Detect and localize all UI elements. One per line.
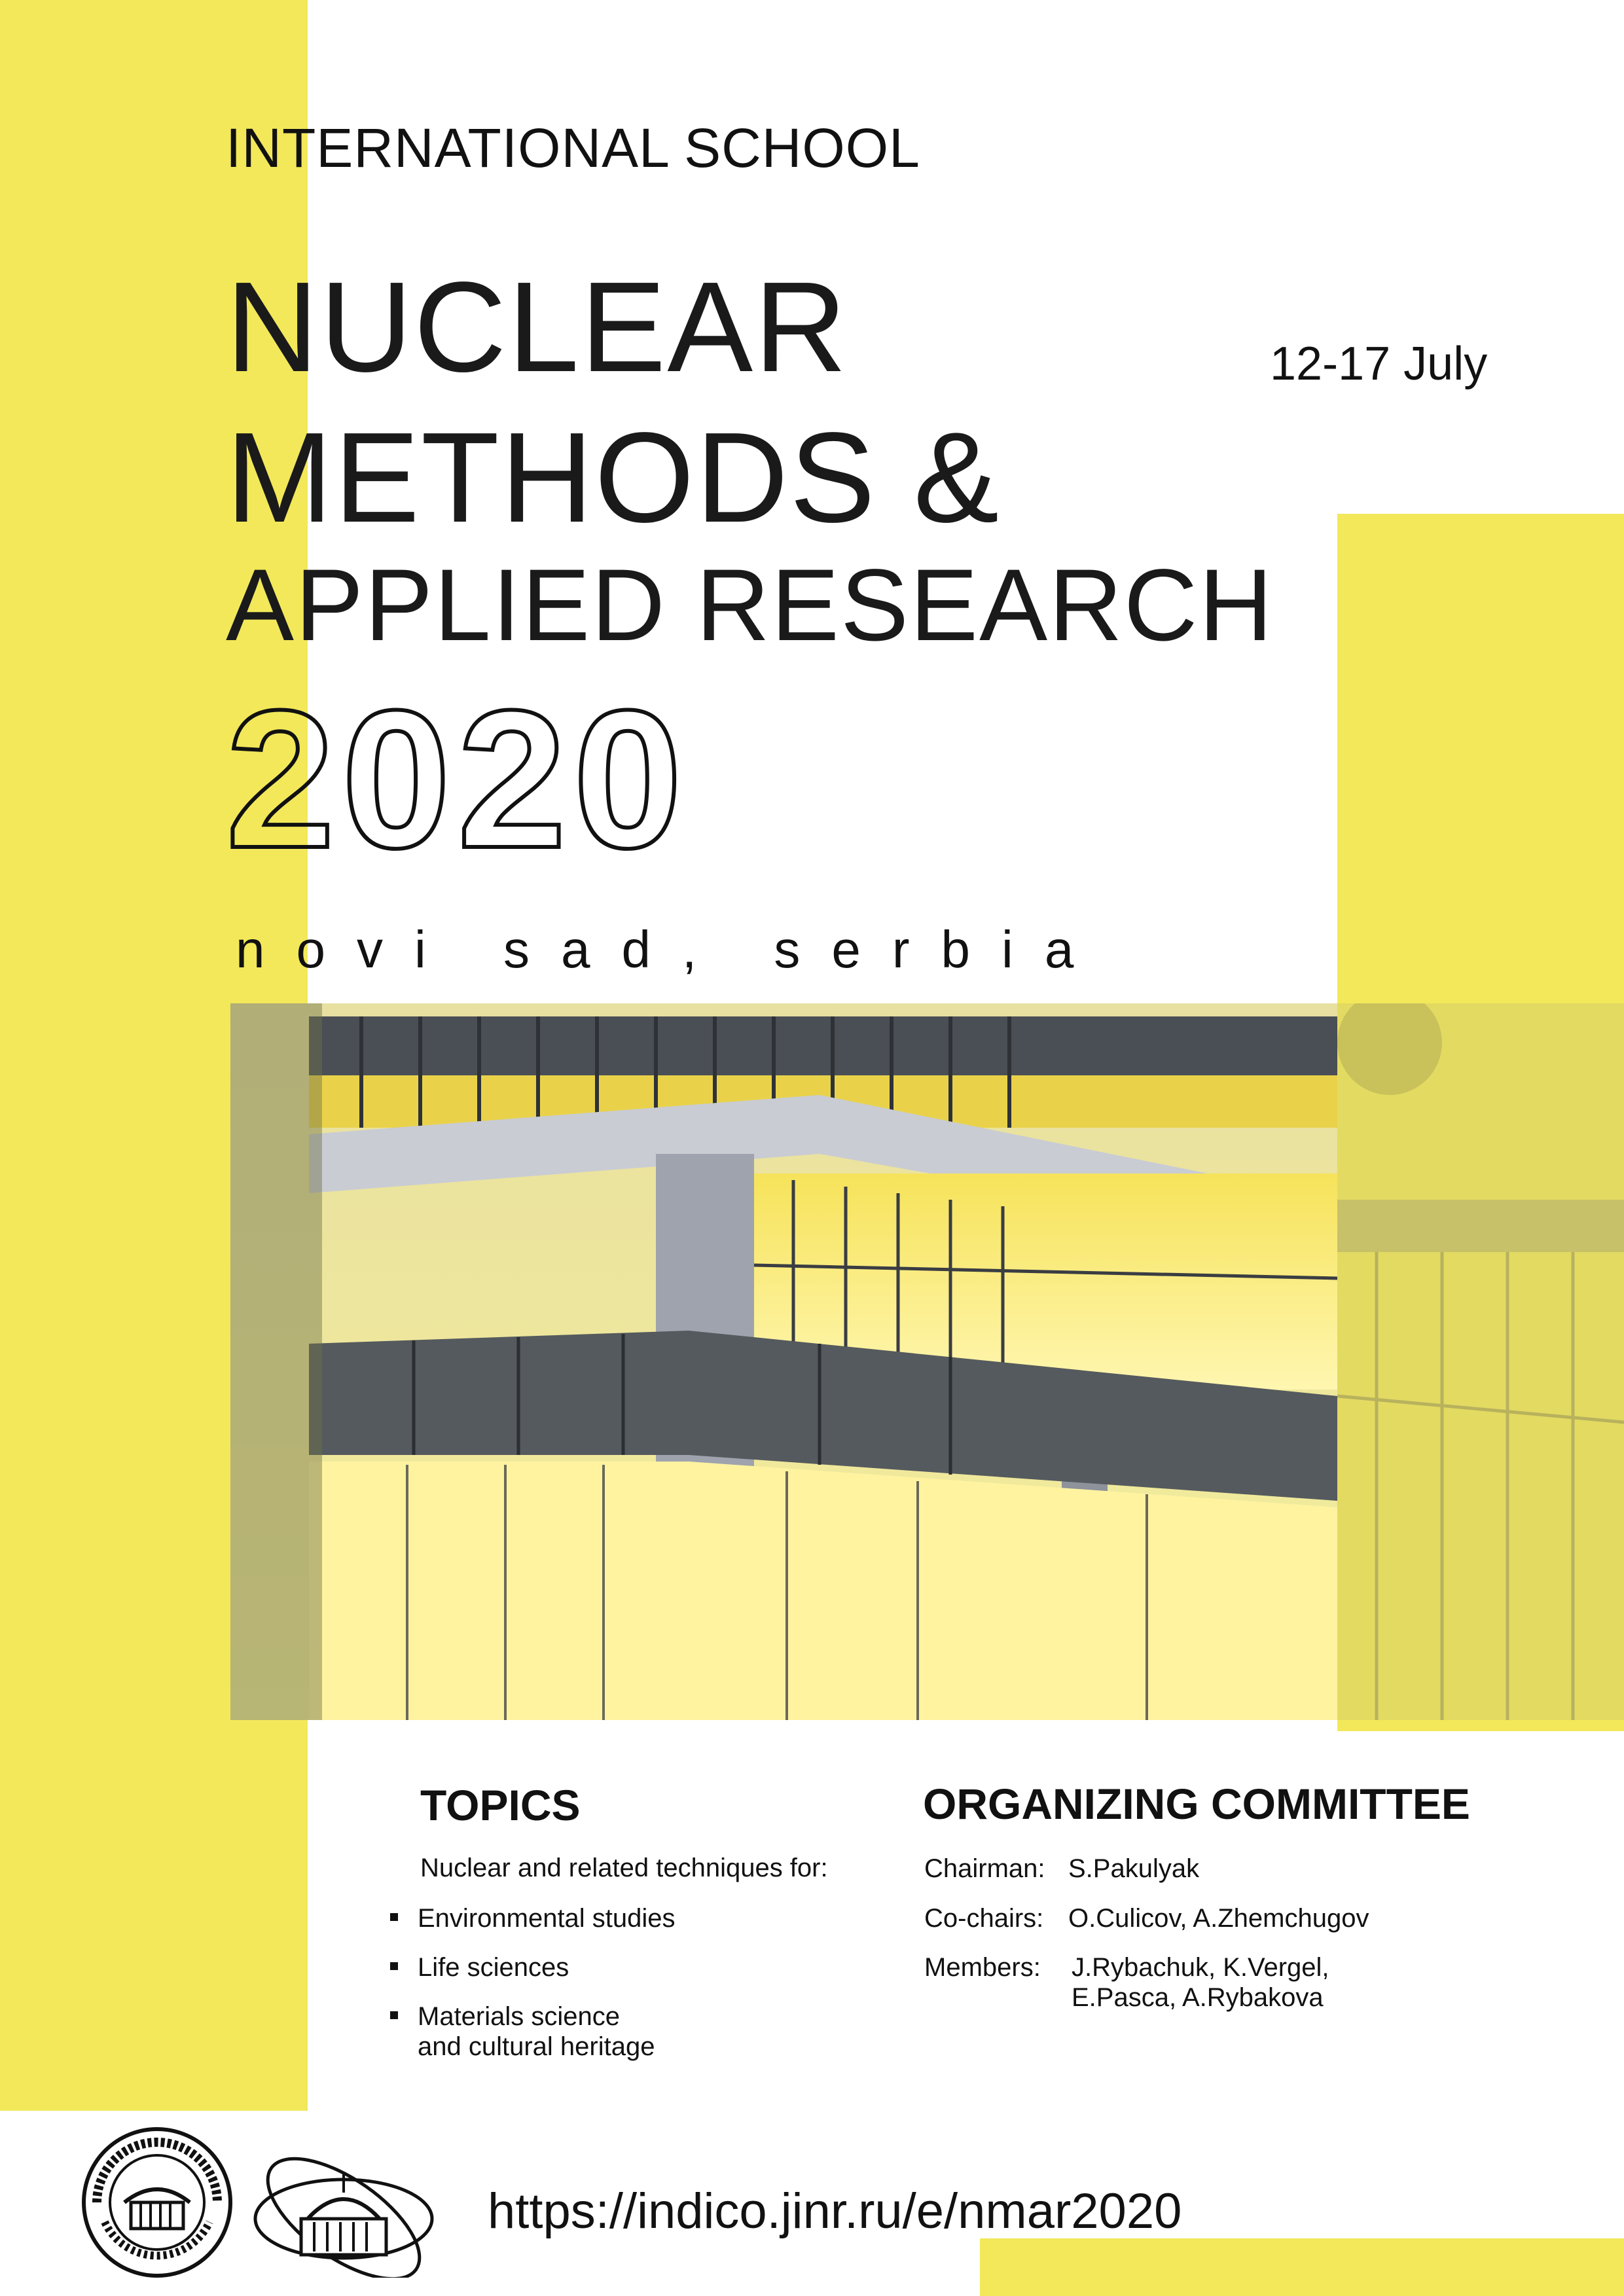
topic-text: Life sciences	[418, 1953, 569, 1982]
committee-role: Co-chairs:	[924, 1904, 1044, 1933]
event-year: 2020	[226, 669, 689, 889]
event-location: novi sad, serbia	[236, 920, 1106, 978]
building-photo-extension	[1337, 1003, 1624, 1720]
topic-item	[390, 1952, 569, 1982]
committee-heading: ORGANIZING COMMITTEE	[923, 1780, 1470, 1828]
school-label: INTERNATIONAL SCHOOL	[226, 117, 920, 179]
committee-row	[924, 1952, 1329, 2013]
topic-text: Environmental studies	[418, 1904, 676, 1933]
event-url-link[interactable]: https://indico.jinr.ru/e/nmar2020	[488, 2183, 1182, 2239]
committee-row	[924, 1854, 1199, 1884]
title-line-3: APPLIED RESEARCH	[226, 548, 1274, 662]
committee-names: O.Culicov, A.Zhemchugov	[1068, 1904, 1369, 1933]
committee-names: S.Pakulyak	[1068, 1854, 1200, 1883]
bullet-icon	[390, 2011, 398, 2019]
committee-role: Members:	[924, 1953, 1041, 1982]
topic-text-line: and cultural heritage	[418, 2032, 655, 2061]
title-line-2: METHODS &	[226, 406, 1001, 549]
jinr-logo	[249, 2147, 439, 2278]
committee-row	[924, 1903, 1369, 1933]
topics-heading: TOPICS	[420, 1781, 581, 1829]
title-line-1: NUCLEAR	[226, 255, 848, 399]
event-dates: 12-17 July	[1270, 338, 1488, 390]
topic-item	[390, 1903, 676, 1933]
bullet-icon	[390, 1913, 398, 1921]
topic-text	[418, 2001, 655, 2062]
committee-names-line: J.Rybachuk, K.Vergel,	[1072, 1953, 1329, 1982]
topic-text-line: Materials science	[418, 2002, 621, 2031]
committee-names-line: E.Pasca, A.Rybakova	[1072, 1983, 1324, 2012]
topic-item	[390, 2001, 655, 2062]
committee-role: Chairman:	[924, 1854, 1045, 1883]
committee-names	[1072, 1952, 1329, 2013]
university-seal-logo	[79, 2124, 236, 2281]
bullet-icon	[390, 1962, 398, 1970]
building-photo	[230, 1003, 1337, 1720]
yellow-bottom-strip	[980, 2238, 1624, 2296]
topics-intro: Nuclear and related techniques for:	[420, 1854, 828, 1882]
